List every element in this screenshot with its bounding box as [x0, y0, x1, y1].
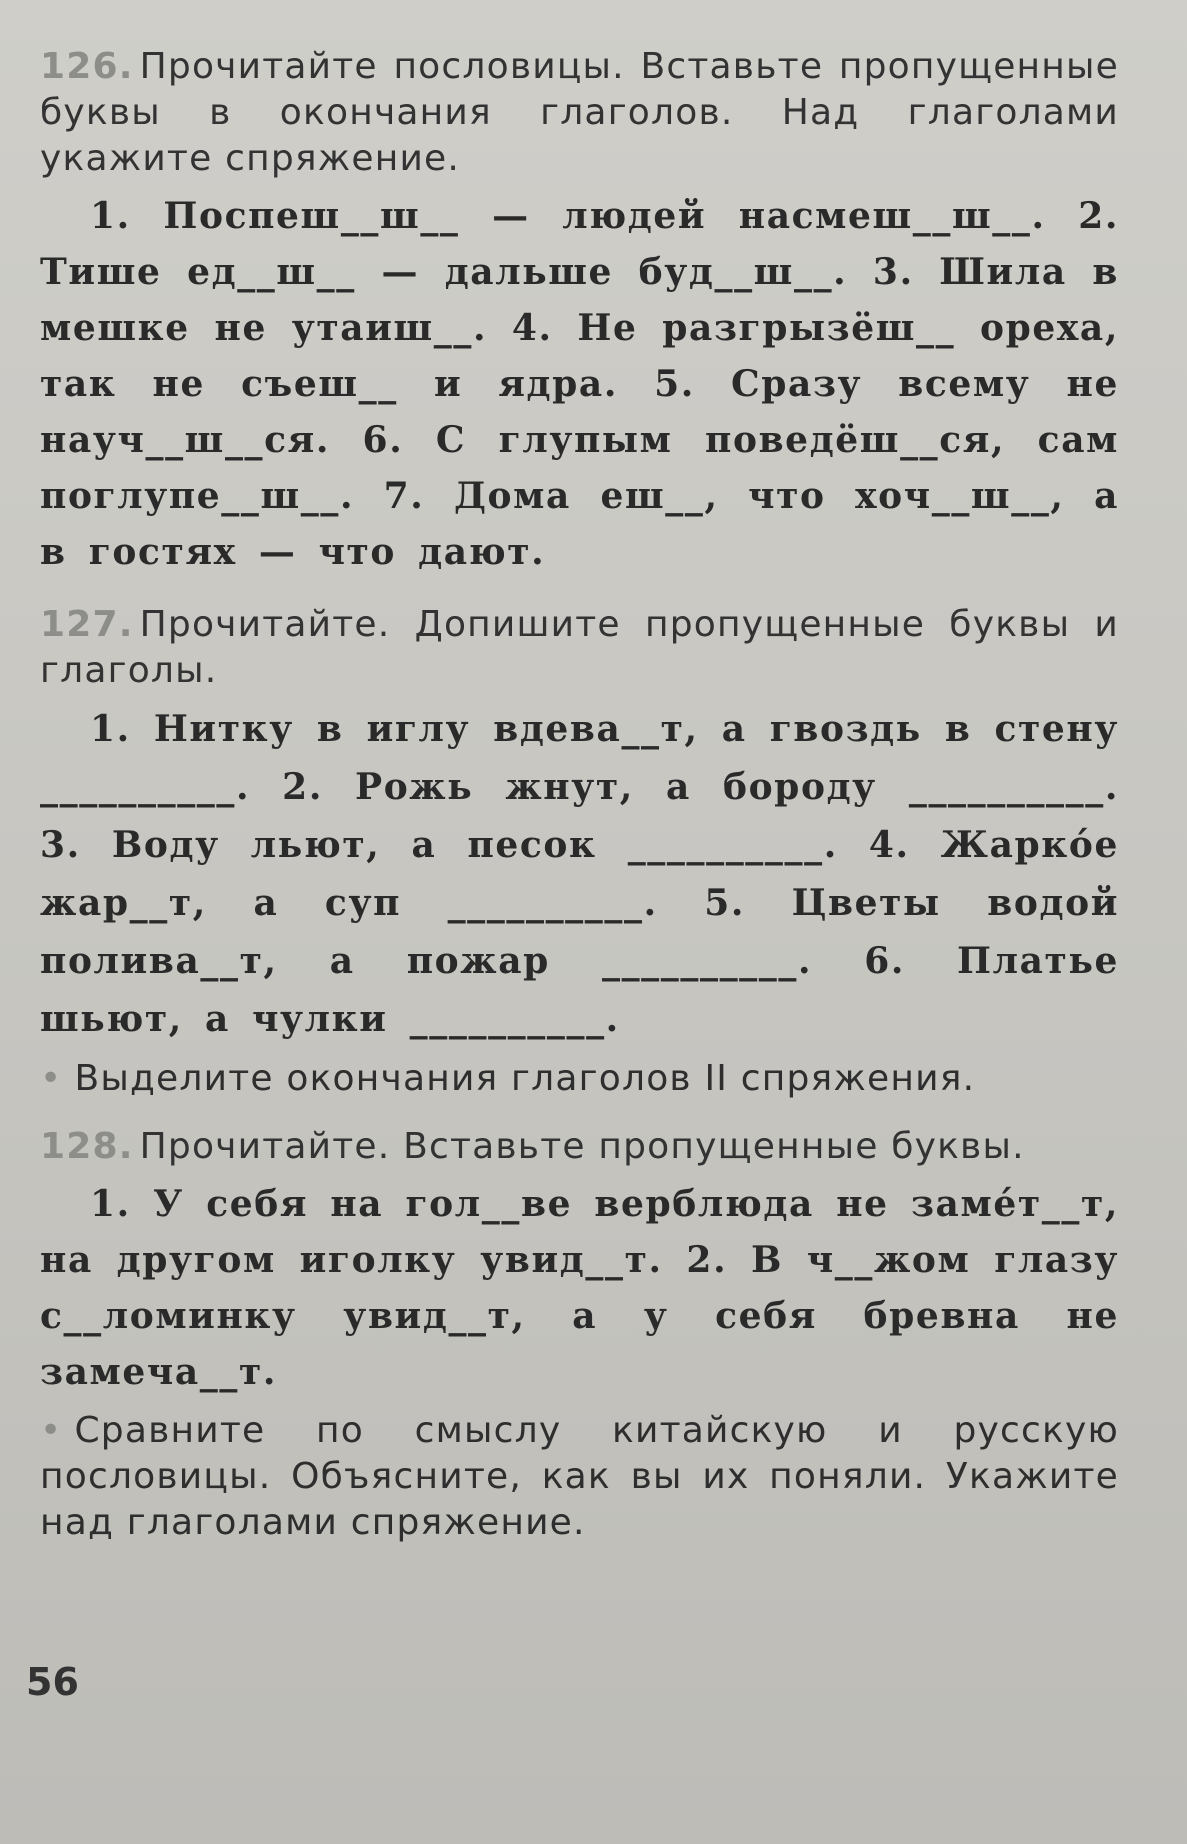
exercise-128-note [40, 1408, 1119, 1546]
exercise-128-proverbs: 1. У себя на гол__ве верблюда не замéт__т, на другом иголку увид__т. 2. В ч__жом глазу с__ломинку увид__т, а у себя бревна не замеча__т. [40, 1183, 1119, 1393]
bullet-icon: • [40, 1058, 63, 1099]
exercise-128-instruction [40, 1124, 1119, 1170]
exercise-128-instruction-text: Прочитайте. Вставьте пропущенные буквы. [139, 1126, 1025, 1167]
exercise-127-note-text: Выделите окончания глаголов II спряжения. [74, 1058, 976, 1099]
bullet-icon: • [40, 1410, 63, 1451]
exercise-127-instruction [40, 602, 1119, 694]
exercise-126 [40, 44, 1119, 580]
exercise-126-instruction [40, 44, 1119, 182]
exercise-127 [40, 602, 1119, 1102]
exercise-126-instruction-text: Прочитайте пословицы. Вставьте пропущенные буквы в окончания глаголов. Над глаголами укажите спряжение. [40, 46, 1119, 179]
exercise-127-note [40, 1056, 1119, 1102]
exercise-127-number: 127. [40, 604, 134, 645]
page-number: 56 [26, 1660, 79, 1704]
exercise-128-number: 128. [40, 1126, 134, 1167]
exercise-128 [40, 1124, 1119, 1546]
exercise-127-proverbs: 1. Нитку в иглу вдева__т, а гвоздь в стену __________. 2. Рожь жнут, а бороду __________. 3. Воду льют, а песок __________. 4. Жаркóе жар__т, а суп __________. 5. Цветы водой полива__т, а пожар __________. 6. Платье шьют, а чулки __________. [40, 708, 1119, 1040]
exercise-126-number: 126. [40, 46, 134, 87]
exercise-126-proverbs: 1. Поспеш__ш__ — людей насмеш__ш__. 2. Тише ед__ш__ — дальше буд__ш__. 3. Шила в мешке не утаиш__. 4. Не разгрызёш__ ореха, так не съеш__ и ядра. 5. Сразу всему не науч__ш__ся. 6. С глупым поведёш__ся, сам поглупе__ш__. 7. Дома еш__, что хоч__ш__, а в гостях — что дают. [40, 195, 1119, 573]
exercise-128-note-text: Сравните по смыслу китайскую и русскую пословицы. Объясните, как вы их поняли. Укажите над глаголами спряжение. [40, 1410, 1119, 1543]
exercise-127-instruction-text: Прочитайте. Допишите пропущенные буквы и глаголы. [40, 604, 1119, 691]
